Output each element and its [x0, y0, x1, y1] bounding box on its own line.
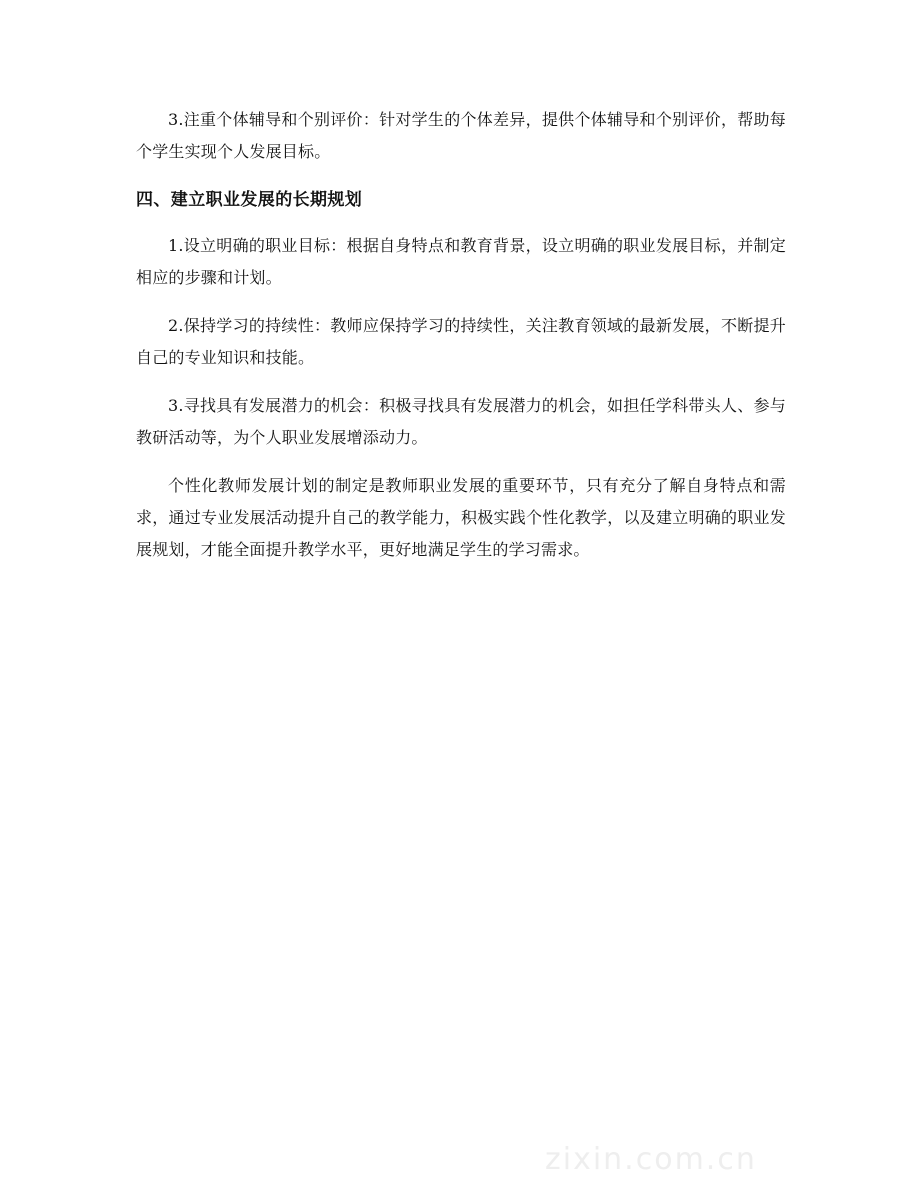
watermark-text: zixin.com.cn [545, 1142, 757, 1177]
document-body [136, 104, 786, 582]
conclusion-paragraph: 个性化教师发展计划的制定是教师职业发展的重要环节，只有充分了解自身特点和需求，通过专业发展活动提升自己的教学能力，积极实践个性化教学，以及建立明确的职业发展规划，才能全面提升教学水平，更好地满足学生的学习需求。 [136, 476, 786, 559]
list-item-opportunities: 3.寻找具有发展潜力的机会：积极寻找具有发展潜力的机会，如担任学科带头人、参与教研活动等，为个人职业发展增添动力。 [136, 396, 786, 447]
list-item-continuous-learning: 2.保持学习的持续性：教师应保持学习的持续性，关注教育领域的最新发展，不断提升自己的专业知识和技能。 [136, 316, 786, 367]
section-heading: 四、建立职业发展的长期规划 [136, 190, 363, 210]
list-item-career-goal: 1.设立明确的职业目标：根据自身特点和教育背景，设立明确的职业发展目标，并制定相应的步骤和计划。 [136, 236, 786, 287]
paragraph-individual-guidance: 3.注重个体辅导和个别评价：针对学生的个体差异，提供个体辅导和个别评价，帮助每个学生实现个人发展目标。 [136, 110, 786, 161]
